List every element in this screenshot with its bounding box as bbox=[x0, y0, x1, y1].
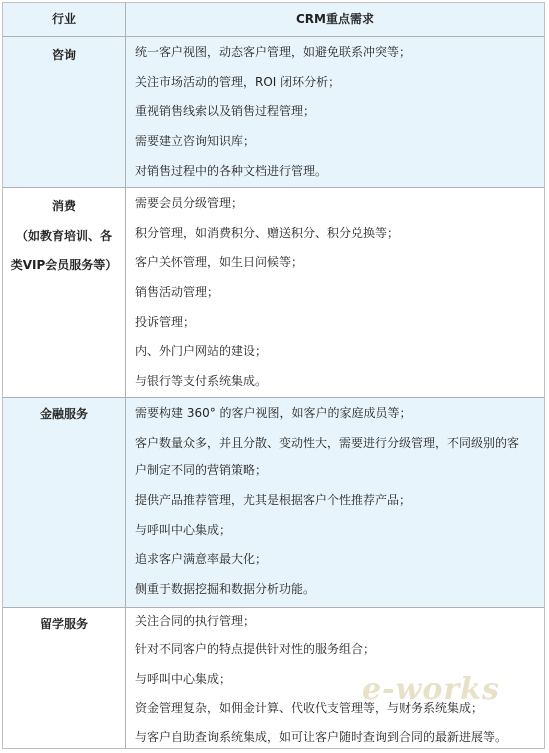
requirement-item: 客户关怀管理，如生日问候等； bbox=[135, 255, 304, 269]
requirement-item: 内、外门户网站的建设； bbox=[135, 344, 268, 358]
industry-label: 类VIP会员服务等） bbox=[10, 258, 118, 272]
requirement-item: 对销售过程中的各种文档进行管理。 bbox=[135, 164, 328, 178]
requirement-item: 与呼叫中心集成； bbox=[135, 672, 232, 686]
requirement-item: 重视销售线索以及销售过程管理； bbox=[135, 104, 316, 118]
industry-cell bbox=[3, 188, 126, 397]
industry-label: 咨询 bbox=[51, 48, 76, 62]
requirement-item: 统一客户视图，动态客户管理，如避免联系冲突等； bbox=[135, 45, 412, 59]
requirement-item: 侧重于数据挖掘和数据分析功能。 bbox=[135, 582, 316, 596]
requirements-cell bbox=[126, 398, 544, 607]
table-row-consumer bbox=[3, 187, 544, 397]
industry-cell bbox=[3, 37, 126, 187]
requirement-item: 销售活动管理； bbox=[135, 285, 220, 299]
industry-label: （如教育培训、各 bbox=[15, 229, 112, 243]
crm-requirements-table bbox=[2, 2, 545, 749]
requirements-cell bbox=[126, 188, 544, 397]
table-header-row bbox=[3, 3, 544, 36]
requirement-item: 户制定不同的营销策略； bbox=[135, 463, 268, 477]
industry-cell bbox=[3, 398, 126, 607]
requirements-cell bbox=[126, 608, 544, 748]
industry-label: 金融服务 bbox=[39, 407, 88, 421]
requirement-item: 需要会员分级管理； bbox=[135, 196, 244, 210]
e-works-watermark: e-works bbox=[362, 672, 500, 707]
requirement-item: 投诉管理； bbox=[135, 315, 196, 329]
requirement-item: 关注市场活动的管理，ROI 闭环分析； bbox=[135, 75, 341, 89]
header-requirements: CRM重点需求 bbox=[296, 12, 374, 26]
requirement-item: 与呼叫中心集成； bbox=[135, 523, 232, 537]
requirement-item: 资金管理复杂，如佣金计算、代收代支管理等，与财务系统集成； bbox=[135, 701, 484, 715]
requirement-item: 针对不同客户的特点提供针对性的服务组合； bbox=[135, 642, 376, 656]
requirement-item: 积分管理，如消费积分、赠送积分、积分兑换等； bbox=[135, 226, 400, 240]
table-row-consulting bbox=[3, 36, 544, 187]
requirement-item: 与银行等支付系统集成。 bbox=[135, 374, 268, 388]
table-row-study-abroad bbox=[3, 607, 544, 748]
industry-cell bbox=[3, 608, 126, 748]
requirements-cell bbox=[126, 37, 544, 187]
industry-label: 消费 bbox=[51, 199, 76, 213]
table-row-finance bbox=[3, 397, 544, 607]
industry-label: 留学服务 bbox=[39, 617, 88, 631]
requirement-item: 需要构建 360° 的客户视图，如客户的家庭成员等； bbox=[135, 406, 412, 420]
requirement-item: 追求客户满意率最大化； bbox=[135, 552, 268, 566]
header-industry: 行业 bbox=[3, 3, 126, 36]
requirement-item: 与客户自助查询系统集成，如可让客户随时查询到合同的最新进展等。 bbox=[135, 730, 508, 744]
requirement-item: 关注合同的执行管理； bbox=[135, 614, 256, 628]
requirement-item: 需要建立咨询知识库； bbox=[135, 134, 256, 148]
requirement-item: 提供产品推荐管理，尤其是根据客户个性推荐产品； bbox=[135, 493, 412, 507]
requirement-item: 客户数量众多，并且分散、变动性大，需要进行分级管理，不同级别的客 bbox=[135, 436, 520, 450]
